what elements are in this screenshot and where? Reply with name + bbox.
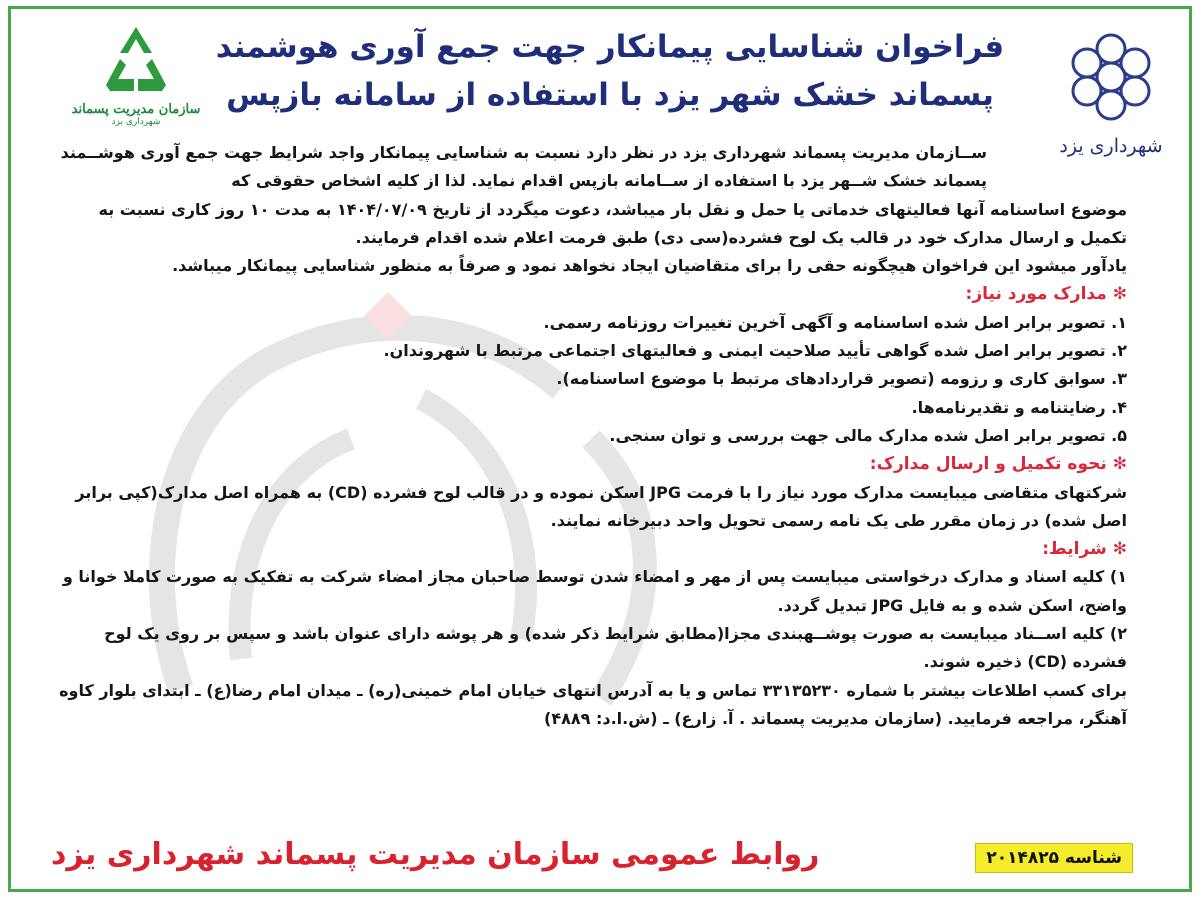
conditions-heading: ✻شرایط: (1042, 539, 1127, 560)
bullet-star-icon: ✻ (1112, 454, 1127, 475)
waste-management-logo-subcaption: شهرداری یزد (111, 117, 161, 128)
title-line-2: پسماند خشک شهر یزد با استفاده از سامانه بازپس (226, 77, 994, 113)
contact-info: برای کسب اطلاعات بیشتر با شماره ۳۳۱۳۵۲۳۰ تماس و یا به آدرس انتهای خیابان امام خمینی(ره) ـ میدان امام رضا(ع) ـ ابتدای بلوار کاوه آهنگر، مراجعه فرمایید. (سازمان مدیریت پسماند . آ. زارع) ـ (ش.ا.د: ۴۸۸۹) (59, 680, 1127, 728)
municipality-logo-caption: شهرداری یزد (1059, 135, 1163, 157)
bullet-star-icon: ✻ (1112, 284, 1127, 305)
title-line-1: فراخوان شناسایی پیمانکار جهت جمع آوری هوشمند (215, 29, 1005, 65)
document-item: ۱. تصویر برابر اصل شده اساسنامه و آگهی آخرین تغییرات روزنامه رسمی. (543, 312, 1127, 332)
condition-item: ۲) کلیه اســناد میبایست به صورت پوشــهبندی مجزا(مطابق شرایط ذکر شده) و هر پوشه دارای عنوان باشد و سپس بر روی یک لوح فشرده (CD) ذخیره شوند. (104, 624, 1127, 672)
announcement-page (8, 6, 1192, 892)
document-item: ۴. رضایتنامه و تقدیرنامه‌ها. (911, 397, 1127, 417)
recycle-icon (96, 23, 176, 99)
announcement-body (49, 139, 1127, 733)
waste-management-logo (71, 23, 201, 143)
intro-paragraph-2: موضوع اساسنامه آنها فعالیتهای خدماتی یا حمل و نقل بار میباشد، دعوت میگردد از تاریخ ۱۴۰۴/۰۷/۰۹ به مدت ۱۰ روز کاری نسبت به تکمیل و ارسال مدارک خود در قالب یک لوح فشرده(سی دی) طبق فرمت اعلام شده اقدام فرمایند. (98, 199, 1127, 247)
document-item: ۵. تصویر برابر اصل شده مدارک مالی جهت بررسی و توان سنجی. (609, 425, 1127, 445)
announcement-title (211, 23, 1009, 119)
document-item: ۳. سوابق کاری و رزومه (تصویر قراردادهای مرتبط با موضوع اساسنامه). (556, 369, 1127, 389)
announcement-code: شناسه ۲۰۱۴۸۲۵ (975, 843, 1133, 873)
municipality-flower-icon (1061, 27, 1161, 127)
waste-management-logo-caption: سازمان مدیریت پسماند (71, 102, 201, 117)
condition-item: ۱) کلیه اسناد و مدارک درخواستی میبایست پس از مهر و امضاء شدن توسط صاحبان مجاز امضاء شرکت به تفکیک به صورت کاملا خوانا و واضح، اسکن شده و به فایل JPG تبدیل گردد. (62, 567, 1127, 615)
submission-text: شرکتهای متقاضی میبایست مدارک مورد نیاز را با فرمت JPG اسکن نموده و در قالب لوح فشرده (CD) به همراه اصل مدارک(کپی برابر اصل شده) در زمان مقرر طی یک نامه رسمی تحویل واحد دبیرخانه نمایند. (75, 482, 1127, 530)
bullet-star-icon: ✻ (1112, 539, 1127, 560)
documents-heading: ✻مدارک مورد نیاز: (965, 284, 1127, 305)
document-item: ۲. تصویر برابر اصل شده گواهی تأیید صلاحیت ایمنی و فعالیتهای اجتماعی مرتبط با شهروندان. (383, 341, 1127, 361)
intro-paragraph-3: یادآور میشود این فراخوان هیچگونه حقی را برای متقاضیان ایجاد نخواهد نمود و صرفاً به منظور شناسایی پیمانکار میباشد. (172, 256, 1127, 276)
submission-heading: ✻نحوه تکمیل و ارسال مدارک: (869, 454, 1127, 475)
public-relations-signature: روابط عمومی سازمان مدیریت پسماند شهرداری یزد (51, 837, 820, 872)
intro-paragraph-1: ســازمان مدیریت پسماند شهرداری یزد در نظر دارد نسبت به شناسایی پیمانکار واجد شرایط جهت جمع آوری هوشــمند پسماند خشک شــهر یزد با استفاده از ســامانه بازپس اقدام نماید. لذا از کلیه اشخاص حقوقی که (60, 143, 987, 191)
